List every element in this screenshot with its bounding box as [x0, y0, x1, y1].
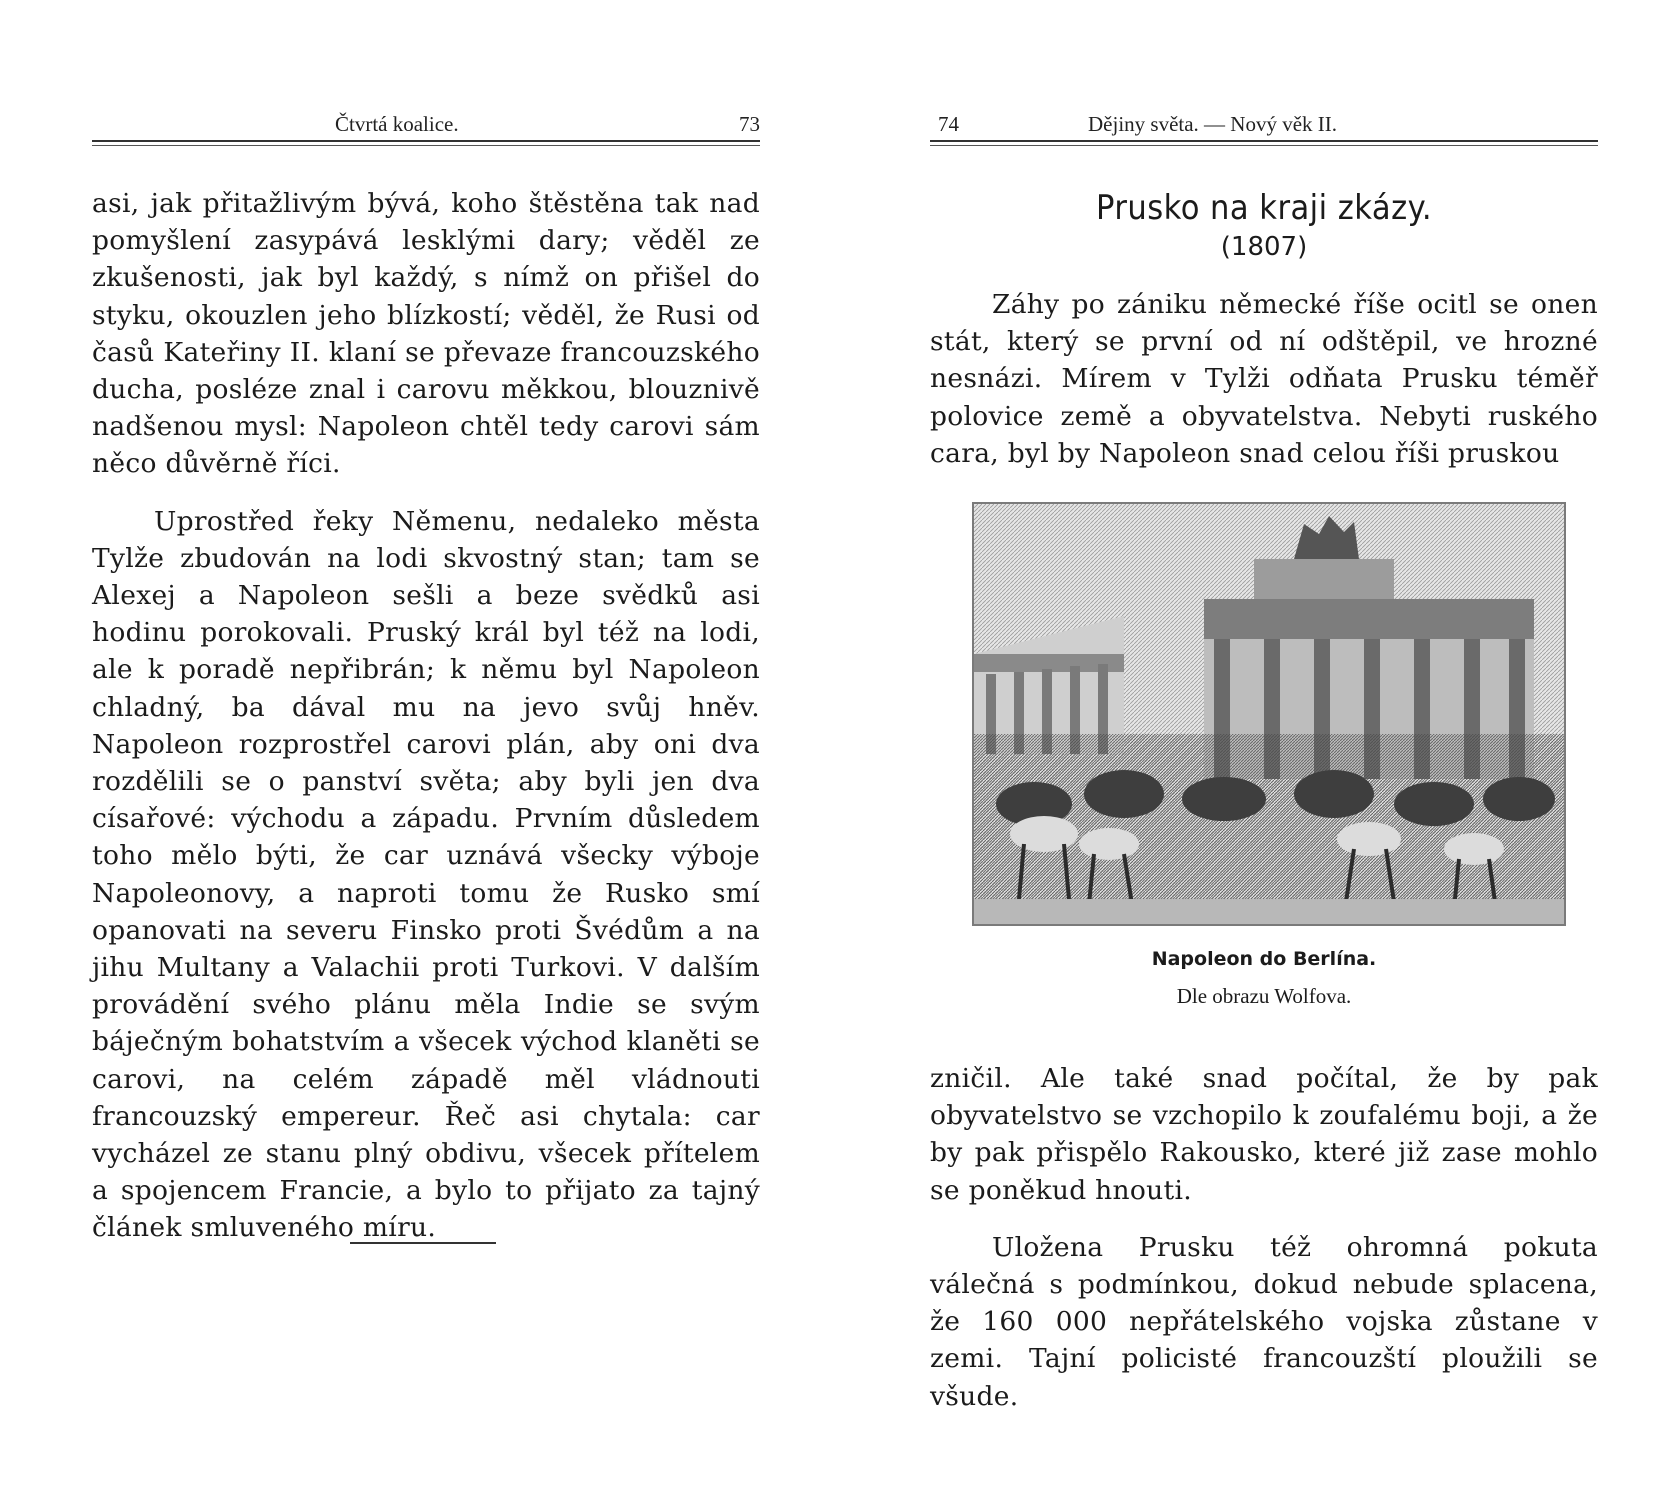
header-rule [930, 140, 1598, 142]
running-head [930, 112, 1598, 142]
page-number: 74 [938, 112, 959, 136]
figure-caption-subtitle: Dle obrazu Wolfova. [1176, 984, 1352, 1008]
right-page [930, 0, 1598, 1500]
paragraph: asi, jak přitažlivým bývá, koho štěstěna tak nad pomyšlení zasypává lesklými dary; věděl ze zkušenosti, jak byl každý, s nímž on přišel do styku, okouzlen jeho blízkostí; věděl, že Rusi od časů Kateřiny II. klaní se převaze francouzského ducha, posléze znal i carovu měkkou, blouznivě nadšenou mysl: Napoleon chtěl tedy carovi sám něco důvěrně říci. [92, 188, 760, 480]
paragraph: zničil. Ale také snad počítal, že by pak obyvatelstvo se vzchopilo k zoufalému boji, a že by pak přispělo Rakousko, které již zase mohlo se poněkud hnouti. [930, 1063, 1598, 1206]
running-head [92, 112, 760, 142]
chapter-title: Prusko na kraji zkázy. [1095, 188, 1433, 228]
body-text [92, 185, 760, 1247]
header-rule-thin [92, 145, 760, 146]
engraving-illustration [972, 502, 1566, 926]
header-title: Dějiny světa. — Nový věk II. [1088, 112, 1338, 136]
header-title: Čtvrtá koalice. [335, 112, 459, 136]
paragraph: Uprostřed řeky Němenu, nedaleko města Tylže zbudován na lodi skvostný stan; tam se Alexej a Napoleon sešli a beze svědků asi hodinu porokovali. Pruský král byl též na lodi, ale k poradě nepřibrán; k němu byl Napoleon chladný, ba dával mu na jevo svůj hněv. Napoleon rozprostřel carovi plán, aby oni dva rozdělili se o panství světa; aby byli jen dva císařové: východu a západu. Prvním důsledem toho mělo býti, že car uznává všecky výboje Napoleonovy, a naproti tomu že Rusko smí opanovati na severu Finsko proti Švédům a na jihu Multany a Valachii proti Turkovi. V dalším provádění svého plánu měla Indie se svým báječným bohatstvím a všecek východ klaněti se carovi, na celém západě měl vládnouti francouzský empereur. Řeč asi chytala: car vycházel ze stanu plný obdivu, všecek přítelem a spojencem Francie, a bylo to přijato za tajný článek smluveného míru. [92, 505, 760, 1244]
body-text-bottom [930, 1060, 1598, 1415]
header-rule-thin [930, 145, 1598, 146]
body-text-top [930, 286, 1598, 472]
brandenburg-gate-engraving [974, 504, 1564, 924]
header-rule [92, 140, 760, 142]
page-number: 73 [739, 112, 760, 136]
figure-caption-title: Napoleon do Berlína. [1151, 948, 1377, 970]
chapter-year: (1807) [1220, 232, 1308, 262]
paragraph: Záhy po zániku německé říše ocitl se onen stát, který se první od ní odštěpil, ve hrozné nesnázi. Mírem v Tylži odňata Prusku téměř polovice země a obyvatelstva. Nebyti ruského cara, byl by Napoleon snad celou říši pruskou [930, 289, 1598, 469]
left-page [92, 0, 760, 1500]
section-end-rule [350, 1242, 496, 1244]
paragraph: Uložena Prusku též ohromná pokuta válečná s podmínkou, dokud nebude splacena, že 160 000 nepřátelského vojska zůstane v zemi. Tajní policisté francouzští ploužili se všude. [930, 1231, 1598, 1412]
